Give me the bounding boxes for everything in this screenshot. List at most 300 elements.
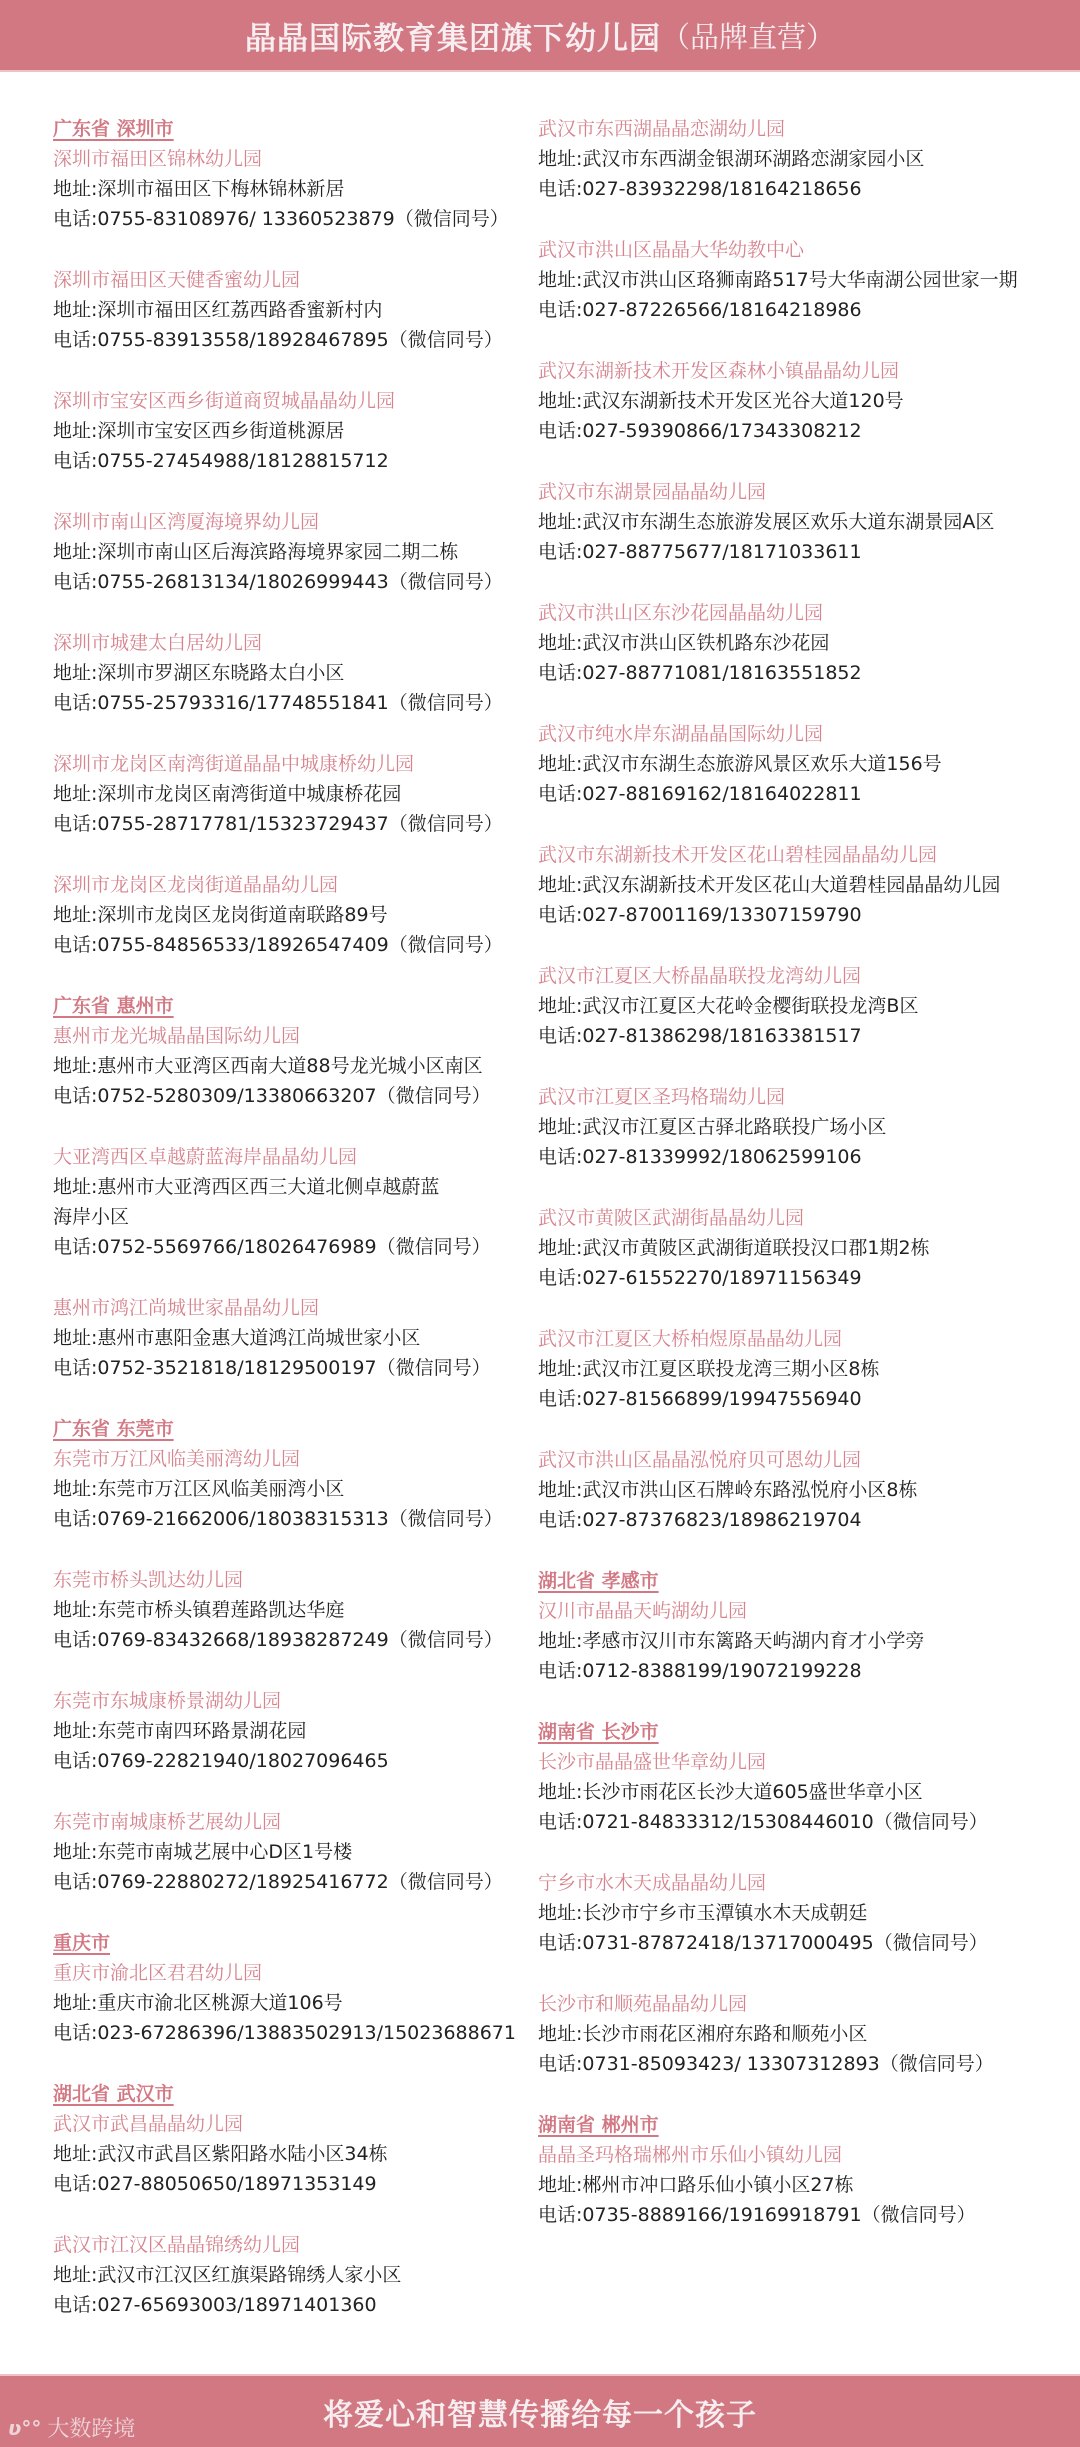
address-value: 东莞市桥头镇碧莲路凯达华庭 xyxy=(97,1599,345,1621)
kindergarten-entry xyxy=(538,1445,1078,1535)
phone-line xyxy=(538,1656,1078,1686)
address-line xyxy=(53,1051,523,1081)
address-line xyxy=(53,1595,523,1625)
phone-line xyxy=(538,537,1078,567)
phone-value: 0731-85093423/ 13307312893（微信同号） xyxy=(582,2053,994,2075)
phone-value: 027-59390866/17343308212 xyxy=(582,420,862,442)
address-line xyxy=(53,1837,523,1867)
kindergarten-name: 东莞市桥头凯达幼儿园 xyxy=(53,1569,244,1591)
footer-slogan: 将爱心和智慧传播给每一个孩子 xyxy=(323,2397,757,2433)
phone-value: 0735-8889166/19169918791（微信同号） xyxy=(582,2204,976,2226)
phone-value: 0769-21662006/18038315313（微信同号） xyxy=(97,1508,503,1530)
address-line xyxy=(53,658,523,688)
page-footer xyxy=(0,2376,1080,2447)
phone-label: 电话: xyxy=(538,904,583,926)
kindergarten-name: 武汉市武昌晶晶幼儿园 xyxy=(53,2113,244,2135)
address-value: 东莞市南四环路景湖花园 xyxy=(97,1720,307,1742)
phone-label: 电话: xyxy=(538,1932,583,1954)
phone-line xyxy=(53,2290,523,2320)
phone-line xyxy=(53,1353,523,1383)
phone-line xyxy=(53,930,523,960)
kindergarten-entry xyxy=(53,1293,523,1383)
phone-label: 电话: xyxy=(53,1508,98,1530)
address-value: 长沙市宁乡市玉潭镇水木天成朝廷 xyxy=(582,1902,868,1924)
phone-label: 电话: xyxy=(53,571,98,593)
address-label: 地址: xyxy=(53,1176,98,1198)
phone-value: 027-61552270/18971156349 xyxy=(582,1267,862,1289)
address-value: 惠州市惠阳金惠大道鸿江尚城世家小区 xyxy=(97,1327,421,1349)
address-value: 深圳市福田区下梅林锦林新居 xyxy=(97,178,345,200)
address-label: 地址: xyxy=(538,874,583,896)
region-group xyxy=(53,1928,523,2048)
phone-line xyxy=(53,446,523,476)
phone-value: 0755-84856533/18926547409（微信同号） xyxy=(97,934,503,956)
kindergarten-entry xyxy=(53,870,523,960)
address-line xyxy=(53,2139,523,2169)
kindergarten-name: 长沙市和顺苑晶晶幼儿园 xyxy=(538,1993,748,2015)
kindergarten-name: 深圳市龙岗区南湾街道晶晶中城康桥幼儿园 xyxy=(53,753,415,775)
kindergarten-name: 深圳市龙岗区龙岗街道晶晶幼儿园 xyxy=(53,874,339,896)
kindergarten-name: 晶晶圣玛格瑞郴州市乐仙小镇幼儿园 xyxy=(538,2144,843,2166)
region-group xyxy=(538,2110,1078,2230)
kindergarten-entry xyxy=(538,1082,1078,1172)
kindergarten-entry xyxy=(53,1807,523,1897)
phone-value: 027-87001169/13307159790 xyxy=(582,904,862,926)
phone-line xyxy=(538,1142,1078,1172)
phone-value: 0755-28717781/15323729437（微信同号） xyxy=(97,813,503,835)
address-value: 郴州市冲口路乐仙小镇小区27栋 xyxy=(582,2174,854,2196)
kindergarten-name: 大亚湾西区卓越蔚蓝海岸晶晶幼儿园 xyxy=(53,1146,358,1168)
kindergarten-entry xyxy=(53,1021,523,1111)
address-value: 武汉市黄陂区武湖街道联投汉口郡1期2栋 xyxy=(582,1237,930,1259)
phone-label: 电话: xyxy=(538,1509,583,1531)
region-group xyxy=(538,114,1078,1535)
kindergarten-entry xyxy=(53,1565,523,1655)
address-label: 地址: xyxy=(53,662,98,684)
address-value: 海岸小区 xyxy=(53,1206,130,1228)
address-value: 武汉市东西湖金银湖环湖路恋湖家园小区 xyxy=(582,148,925,170)
address-line xyxy=(538,628,1078,658)
phone-label: 电话: xyxy=(538,299,583,321)
address-label: 地址: xyxy=(538,632,583,654)
phone-line xyxy=(53,688,523,718)
address-label: 地址: xyxy=(53,2264,98,2286)
kindergarten-entry xyxy=(53,628,523,718)
address-line xyxy=(538,1354,1078,1384)
address-line xyxy=(53,1474,523,1504)
phone-value: 023-67286396/13883502913/15023688671 xyxy=(97,2022,516,2044)
address-line xyxy=(53,1988,523,2018)
kindergarten-name: 东莞市万江风临美丽湾幼儿园 xyxy=(53,1448,301,1470)
address-line xyxy=(538,1898,1078,1928)
phone-line xyxy=(53,2169,523,2199)
address-value: 惠州市大亚湾西区西三大道北侧卓越蔚蓝 xyxy=(97,1176,440,1198)
phone-value: 0731-87872418/13717000495（微信同号） xyxy=(582,1932,988,1954)
phone-value: 027-88169162/18164022811 xyxy=(582,783,862,805)
phone-value: 027-81566899/19947556940 xyxy=(582,1388,862,1410)
address-line xyxy=(53,537,523,567)
kindergarten-entry xyxy=(53,749,523,839)
address-line xyxy=(538,1626,1078,1656)
address-label: 地址: xyxy=(53,1478,98,1500)
address-line xyxy=(53,900,523,930)
phone-line xyxy=(53,1081,523,1111)
phone-value: 027-81339992/18062599106 xyxy=(582,1146,862,1168)
address-value: 武汉市江夏区联投龙湾三期小区8栋 xyxy=(582,1358,880,1380)
address-line xyxy=(538,2019,1078,2049)
phone-value: 0755-27454988/18128815712 xyxy=(97,450,389,472)
kindergarten-name: 深圳市宝安区西乡街道商贸城晶晶幼儿园 xyxy=(53,390,396,412)
phone-label: 电话: xyxy=(53,692,98,714)
kindergarten-entry xyxy=(538,2140,1078,2230)
phone-line xyxy=(53,1867,523,1897)
region-group xyxy=(53,2079,523,2320)
kindergarten-name: 武汉市黄陂区武湖街晶晶幼儿园 xyxy=(538,1207,805,1229)
address-label: 地址: xyxy=(53,541,98,563)
page-title: 晶晶国际教育集团旗下幼儿园 xyxy=(244,20,661,57)
watermark-logo-icon: ʋ°° xyxy=(8,2415,42,2440)
address-value: 深圳市宝安区西乡街道桃源居 xyxy=(97,420,345,442)
phone-line xyxy=(53,1746,523,1776)
region-heading-line xyxy=(53,1414,523,1444)
kindergarten-name: 武汉市洪山区晶晶大华幼教中心 xyxy=(538,239,805,261)
kindergarten-entry xyxy=(53,1686,523,1776)
address-value: 长沙市雨花区湘府东路和顺苑小区 xyxy=(582,2023,868,2045)
address-line xyxy=(53,295,523,325)
kindergarten-name: 武汉东湖新技术开发区森林小镇晶晶幼儿园 xyxy=(538,360,900,382)
kindergarten-name: 武汉市江夏区大桥晶晶联投龙湾幼儿园 xyxy=(538,965,862,987)
phone-label: 电话: xyxy=(53,1085,98,1107)
phone-value: 027-87376823/18986219704 xyxy=(582,1509,862,1531)
phone-value: 027-81386298/18163381517 xyxy=(582,1025,862,1047)
kindergarten-name: 武汉市洪山区晶晶泓悦府贝可恩幼儿园 xyxy=(538,1449,862,1471)
phone-value: 0755-83108976/ 13360523879（微信同号） xyxy=(97,208,509,230)
address-value: 武汉市洪山区铁机路东沙花园 xyxy=(582,632,830,654)
address-label: 地址: xyxy=(538,1630,583,1652)
phone-line xyxy=(538,900,1078,930)
kindergarten-entry xyxy=(538,598,1078,688)
address-label: 地址: xyxy=(538,1479,583,1501)
region-heading-line xyxy=(538,2110,1078,2140)
phone-label: 电话: xyxy=(538,1388,583,1410)
phone-value: 0755-25793316/17748551841（微信同号） xyxy=(97,692,503,714)
address-label: 地址: xyxy=(538,2023,583,2045)
phone-label: 电话: xyxy=(538,1267,583,1289)
address-label: 地址: xyxy=(538,390,583,412)
phone-label: 电话: xyxy=(53,813,98,835)
kindergarten-entry xyxy=(53,1444,523,1534)
kindergarten-name: 武汉市江夏区圣玛格瑞幼儿园 xyxy=(538,1086,786,1108)
kindergarten-entry xyxy=(538,1324,1078,1414)
address-value: 深圳市南山区后海滨路海境界家园二期二栋 xyxy=(97,541,459,563)
address-line xyxy=(53,1323,523,1353)
phone-line xyxy=(538,2049,1078,2079)
phone-label: 电话: xyxy=(53,2173,98,2195)
watermark-text: 大数跨境 xyxy=(47,2417,136,2442)
header-divider xyxy=(0,70,1080,72)
kindergarten-entry xyxy=(53,386,523,476)
kindergarten-entry xyxy=(538,1596,1078,1686)
phone-line xyxy=(538,1928,1078,1958)
region-heading: 湖南省 郴州市 xyxy=(538,2114,659,2136)
kindergarten-entry xyxy=(53,507,523,597)
left-column xyxy=(53,114,523,2351)
address-label: 地址: xyxy=(53,1055,98,1077)
phone-line xyxy=(538,1263,1078,1293)
watermark xyxy=(8,2412,135,2443)
address-label: 地址: xyxy=(53,1720,98,1742)
phone-line xyxy=(53,1504,523,1534)
phone-value: 0752-5280309/13380663207（微信同号） xyxy=(97,1085,491,1107)
address-line xyxy=(538,507,1078,537)
phone-label: 电话: xyxy=(538,1660,583,1682)
address-line xyxy=(538,1233,1078,1263)
kindergarten-name: 深圳市城建太白居幼儿园 xyxy=(53,632,263,654)
page-header xyxy=(0,0,1080,70)
address-value: 深圳市罗湖区东晓路太白小区 xyxy=(97,662,345,684)
address-value: 孝感市汉川市东篱路天屿湖内育才小学旁 xyxy=(582,1630,925,1652)
address-label: 地址: xyxy=(53,178,98,200)
address-value: 武汉市洪山区石牌岭东路泓悦府小区8栋 xyxy=(582,1479,918,1501)
kindergarten-name: 汉川市晶晶天屿湖幼儿园 xyxy=(538,1600,748,1622)
kindergarten-entry xyxy=(538,719,1078,809)
address-line xyxy=(53,1202,523,1232)
phone-line xyxy=(538,1021,1078,1051)
kindergarten-entry xyxy=(538,235,1078,325)
kindergarten-name: 武汉市江汉区晶晶锦绣幼儿园 xyxy=(53,2234,301,2256)
kindergarten-name: 深圳市福田区锦林幼儿园 xyxy=(53,148,263,170)
address-line xyxy=(53,1716,523,1746)
phone-label: 电话: xyxy=(53,934,98,956)
phone-value: 0752-5569766/18026476989（微信同号） xyxy=(97,1236,491,1258)
kindergarten-name: 惠州市龙光城晶晶国际幼儿园 xyxy=(53,1025,301,1047)
kindergarten-entry xyxy=(538,840,1078,930)
address-value: 惠州市大亚湾区西南大道88号龙光城小区南区 xyxy=(97,1055,483,1077)
address-value: 深圳市龙岗区龙岗街道南联路89号 xyxy=(97,904,388,926)
kindergarten-entry xyxy=(53,2109,523,2199)
phone-value: 0755-26813134/18026999443（微信同号） xyxy=(97,571,503,593)
phone-label: 电话: xyxy=(538,178,583,200)
phone-line xyxy=(53,809,523,839)
phone-label: 电话: xyxy=(538,662,583,684)
address-value: 武汉市洪山区珞狮南路517号大华南湖公园世家一期 xyxy=(582,269,1018,291)
phone-label: 电话: xyxy=(53,329,98,351)
phone-line xyxy=(538,1384,1078,1414)
phone-label: 电话: xyxy=(53,450,98,472)
region-heading-line xyxy=(53,1928,523,1958)
kindergarten-entry xyxy=(53,2230,523,2320)
region-group xyxy=(53,1414,523,1897)
address-line xyxy=(538,1777,1078,1807)
region-heading: 广东省 深圳市 xyxy=(53,118,174,140)
region-heading-line xyxy=(538,1717,1078,1747)
region-heading: 广东省 东莞市 xyxy=(53,1418,174,1440)
address-line xyxy=(538,1112,1078,1142)
address-label: 地址: xyxy=(538,753,583,775)
phone-line xyxy=(53,325,523,355)
phone-value: 0769-22821940/18027096465 xyxy=(97,1750,389,1772)
phone-line xyxy=(538,174,1078,204)
address-line xyxy=(53,779,523,809)
phone-value: 027-88771081/18163551852 xyxy=(582,662,862,684)
phone-value: 0769-83432668/18938287249（微信同号） xyxy=(97,1629,503,1651)
phone-label: 电话: xyxy=(538,783,583,805)
address-line xyxy=(538,265,1078,295)
address-label: 地址: xyxy=(538,148,583,170)
address-label: 地址: xyxy=(538,1358,583,1380)
phone-value: 027-87226566/18164218986 xyxy=(582,299,862,321)
phone-line xyxy=(538,1505,1078,1535)
address-label: 地址: xyxy=(53,420,98,442)
address-label: 地址: xyxy=(53,783,98,805)
address-label: 地址: xyxy=(538,1781,583,1803)
phone-label: 电话: xyxy=(53,1357,98,1379)
kindergarten-name: 武汉市洪山区东沙花园晶晶幼儿园 xyxy=(538,602,824,624)
region-group xyxy=(538,1566,1078,1686)
address-value: 武汉东湖新技术开发区花山大道碧桂园晶晶幼儿园 xyxy=(582,874,1001,896)
address-value: 武汉市江夏区大花岭金樱街联投龙湾B区 xyxy=(582,995,919,1017)
address-label: 地址: xyxy=(53,2143,98,2165)
address-value: 深圳市龙岗区南湾街道中城康桥花园 xyxy=(97,783,402,805)
phone-value: 0721-84833312/15308446010（微信同号） xyxy=(582,1811,988,1833)
kindergarten-name: 武汉市江夏区大桥柏煜原晶晶幼儿园 xyxy=(538,1328,843,1350)
kindergarten-entry xyxy=(538,1203,1078,1293)
address-label: 地址: xyxy=(53,1599,98,1621)
address-label: 地址: xyxy=(538,1116,583,1138)
address-label: 地址: xyxy=(538,2174,583,2196)
address-line xyxy=(53,174,523,204)
address-value: 武汉市江汉区红旗渠路锦绣人家小区 xyxy=(97,2264,402,2286)
address-label: 地址: xyxy=(538,511,583,533)
kindergarten-name: 重庆市渝北区君君幼儿园 xyxy=(53,1962,263,1984)
kindergarten-entry xyxy=(53,144,523,234)
phone-value: 027-83932298/18164218656 xyxy=(582,178,862,200)
region-heading: 广东省 惠州市 xyxy=(53,995,174,1017)
phone-line xyxy=(538,1807,1078,1837)
phone-line xyxy=(53,204,523,234)
address-label: 地址: xyxy=(538,269,583,291)
phone-line xyxy=(53,2018,523,2048)
address-value: 武汉市东湖生态旅游发展区欢乐大道东湖景园A区 xyxy=(582,511,995,533)
kindergarten-name: 武汉市东西湖晶晶恋湖幼儿园 xyxy=(538,118,786,140)
phone-line xyxy=(538,416,1078,446)
region-heading: 重庆市 xyxy=(53,1932,111,1954)
phone-label: 电话: xyxy=(538,2053,583,2075)
phone-label: 电话: xyxy=(53,1629,98,1651)
address-line xyxy=(53,2260,523,2290)
address-line xyxy=(538,749,1078,779)
address-label: 地址: xyxy=(538,995,583,1017)
kindergarten-name: 武汉市东湖景园晶晶幼儿园 xyxy=(538,481,767,503)
kindergarten-entry xyxy=(53,1142,523,1262)
right-column xyxy=(538,114,1078,2261)
address-label: 地址: xyxy=(53,1327,98,1349)
phone-value: 027-88775677/18171033611 xyxy=(582,541,862,563)
phone-label: 电话: xyxy=(538,1146,583,1168)
phone-line xyxy=(53,1625,523,1655)
kindergarten-name: 惠州市鸿江尚城世家晶晶幼儿园 xyxy=(53,1297,320,1319)
kindergarten-name: 深圳市福田区天健香蜜幼儿园 xyxy=(53,269,301,291)
phone-label: 电话: xyxy=(538,1811,583,1833)
kindergarten-entry xyxy=(538,961,1078,1051)
region-group xyxy=(538,1717,1078,2079)
phone-line xyxy=(538,2200,1078,2230)
address-label: 地址: xyxy=(53,904,98,926)
address-label: 地址: xyxy=(53,299,98,321)
address-line xyxy=(538,991,1078,1021)
kindergarten-entry xyxy=(538,1747,1078,1837)
page-subtitle: （品牌直营） xyxy=(660,19,835,54)
address-value: 长沙市雨花区长沙大道605盛世华章小区 xyxy=(582,1781,923,1803)
address-value: 武汉市东湖生态旅游风景区欢乐大道156号 xyxy=(582,753,942,775)
kindergarten-name: 长沙市晶晶盛世华章幼儿园 xyxy=(538,1751,767,1773)
phone-line xyxy=(53,1232,523,1262)
kindergarten-name: 东莞市东城康桥景湖幼儿园 xyxy=(53,1690,282,1712)
phone-value: 0755-83913558/18928467895（微信同号） xyxy=(97,329,503,351)
region-heading-line xyxy=(53,991,523,1021)
kindergarten-name: 武汉市东湖新技术开发区花山碧桂园晶晶幼儿园 xyxy=(538,844,938,866)
kindergarten-entry xyxy=(53,265,523,355)
kindergarten-name: 东莞市南城康桥艺展幼儿园 xyxy=(53,1811,282,1833)
region-group xyxy=(53,114,523,960)
address-value: 东莞市南城艺展中心D区1号楼 xyxy=(97,1841,353,1863)
phone-value: 0712-8388199/19072199228 xyxy=(582,1660,862,1682)
address-label: 地址: xyxy=(538,1902,583,1924)
address-line xyxy=(538,1475,1078,1505)
phone-value: 027-88050650/18971353149 xyxy=(97,2173,377,2195)
phone-label: 电话: xyxy=(53,2294,98,2316)
phone-label: 电话: xyxy=(538,541,583,563)
kindergarten-name: 宁乡市水木天成晶晶幼儿园 xyxy=(538,1872,767,1894)
phone-line xyxy=(538,658,1078,688)
address-value: 武汉市武昌区紫阳路水陆小区34栋 xyxy=(97,2143,388,2165)
region-heading: 湖北省 孝感市 xyxy=(538,1570,659,1592)
address-value: 深圳市福田区红荔西路香蜜新村内 xyxy=(97,299,383,321)
phone-line xyxy=(538,779,1078,809)
phone-value: 0752-3521818/18129500197（微信同号） xyxy=(97,1357,491,1379)
kindergarten-entry xyxy=(53,1958,523,2048)
region-heading-line xyxy=(53,2079,523,2109)
address-line xyxy=(538,2170,1078,2200)
kindergarten-entry xyxy=(538,1989,1078,2079)
phone-label: 电话: xyxy=(538,420,583,442)
address-line xyxy=(538,870,1078,900)
phone-label: 电话: xyxy=(53,2022,98,2044)
address-value: 武汉市江夏区古驿北路联投广场小区 xyxy=(582,1116,887,1138)
address-label: 地址: xyxy=(53,1992,98,2014)
region-heading: 湖南省 长沙市 xyxy=(538,1721,659,1743)
kindergarten-name: 深圳市南山区湾厦海境界幼儿园 xyxy=(53,511,320,533)
address-value: 武汉东湖新技术开发区光谷大道120号 xyxy=(582,390,904,412)
region-heading: 湖北省 武汉市 xyxy=(53,2083,174,2105)
address-line xyxy=(538,386,1078,416)
kindergarten-entry xyxy=(538,477,1078,567)
region-heading-line xyxy=(538,1566,1078,1596)
address-line xyxy=(53,1172,523,1202)
address-label: 地址: xyxy=(53,1841,98,1863)
kindergarten-entry xyxy=(538,114,1078,204)
phone-line xyxy=(53,567,523,597)
address-value: 东莞市万江区风临美丽湾小区 xyxy=(97,1478,345,1500)
phone-line xyxy=(538,295,1078,325)
address-line xyxy=(538,144,1078,174)
phone-label: 电话: xyxy=(53,1871,98,1893)
phone-label: 电话: xyxy=(53,208,98,230)
kindergarten-entry xyxy=(538,1868,1078,1958)
address-line xyxy=(53,416,523,446)
phone-value: 0769-22880272/18925416772（微信同号） xyxy=(97,1871,503,1893)
kindergarten-entry xyxy=(538,356,1078,446)
